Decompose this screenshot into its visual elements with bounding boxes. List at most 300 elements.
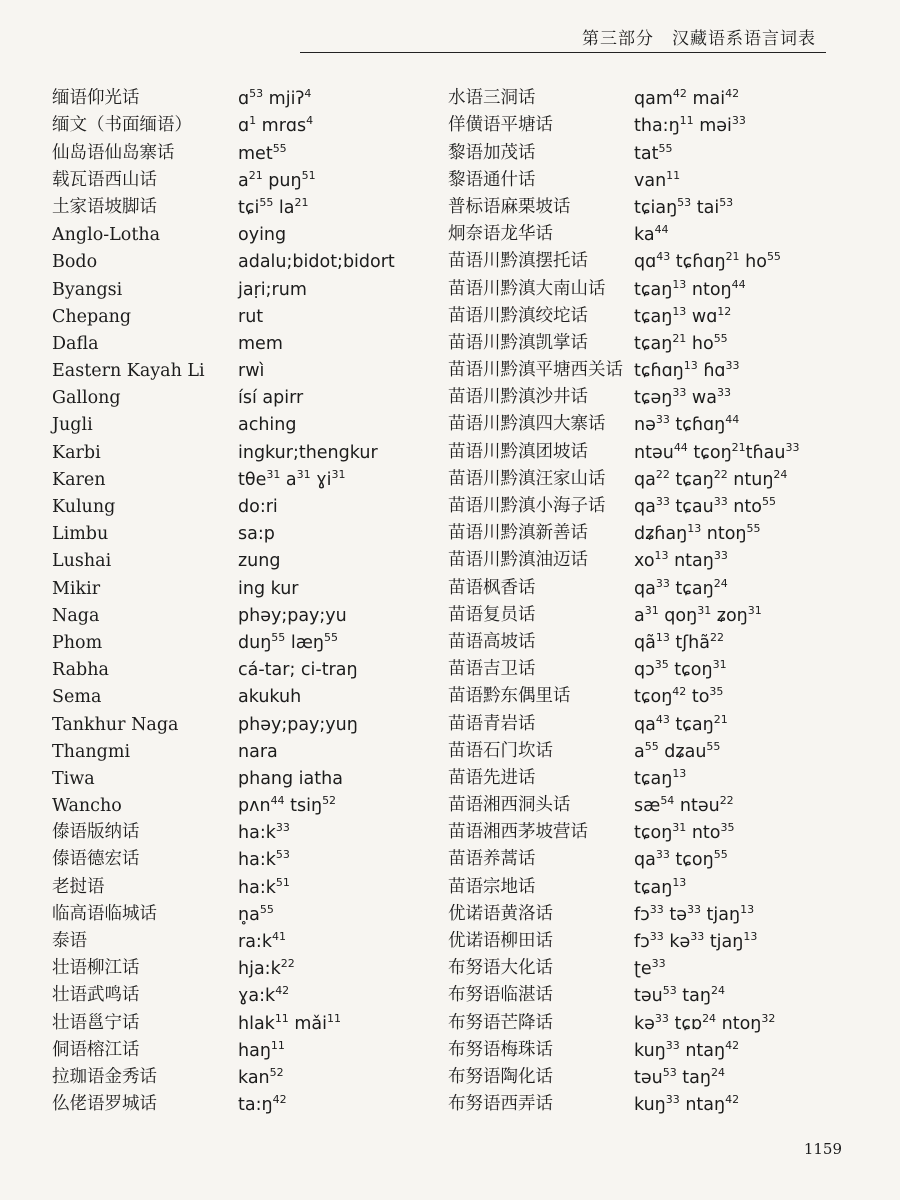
language-name: 黎语通什话 — [448, 169, 536, 190]
entry-row — [448, 898, 799, 925]
syllable: tɕaŋ — [634, 768, 673, 789]
tone-number: 33 — [654, 1011, 669, 1025]
syllable: ha:k — [238, 877, 276, 898]
word-form — [238, 1095, 287, 1115]
entry-row — [448, 109, 799, 136]
syllable: ra:k — [238, 932, 272, 952]
tone-number: 33 — [655, 576, 670, 590]
tone-number: 35 — [720, 821, 735, 835]
syllable: a — [280, 469, 297, 490]
syllable: təu — [634, 986, 663, 1007]
tone-number: 11 — [327, 1011, 342, 1025]
entry-row — [448, 599, 799, 626]
language-name: Byangsi — [52, 279, 123, 300]
word-form — [238, 959, 295, 979]
entry-row — [52, 816, 395, 843]
language-name: 土家语坡脚话 — [52, 196, 157, 217]
language-name: Tiwa — [52, 768, 95, 789]
syllable: a — [634, 741, 645, 762]
syllable: phang iatha — [238, 768, 343, 789]
language-name: 苗语川黔滇大南山话 — [448, 278, 606, 299]
tone-number: 33 — [713, 549, 728, 563]
tone-number: 55 — [713, 848, 728, 862]
tone-number: 43 — [655, 712, 670, 726]
syllable: tɕoŋ — [634, 823, 673, 844]
tone-number: 33 — [713, 495, 728, 508]
language-name: Limbu — [52, 524, 109, 545]
language-name: Thangmi — [52, 741, 131, 762]
tone-number: 42 — [672, 685, 687, 699]
syllable: tɕoŋ — [669, 850, 714, 871]
entry-row — [52, 599, 395, 626]
syllable: qɔ — [634, 660, 655, 681]
syllable: rut — [238, 306, 264, 327]
tone-number: 22 — [280, 957, 295, 971]
syllable: tɕɦɑŋ — [634, 361, 684, 382]
tone-number: 55 — [746, 522, 761, 536]
tone-number: 44 — [270, 794, 285, 808]
tone-number: 44 — [673, 440, 688, 454]
syllable: duŋ — [238, 632, 272, 653]
tone-number: 53 — [249, 87, 264, 101]
syllable: jaṛi;rum — [238, 279, 307, 300]
syllable: tai — [691, 197, 720, 218]
tone-number: 55 — [259, 195, 274, 209]
language-name: Mikir — [52, 578, 101, 599]
syllable: nara — [238, 741, 278, 762]
entry-row — [448, 843, 799, 870]
tone-number: 43 — [656, 250, 671, 264]
word-form — [634, 388, 731, 408]
language-name: 苗语黔东偶里话 — [448, 686, 571, 707]
word-form — [238, 630, 338, 653]
tone-number: 24 — [773, 467, 788, 481]
syllable: ntuŋ — [727, 469, 774, 490]
word-form — [238, 769, 343, 789]
entry-row — [448, 789, 799, 816]
entry-row — [52, 136, 395, 163]
word-form — [238, 551, 280, 571]
syllable: ʈe — [634, 959, 652, 980]
language-name: 临高语临城话 — [52, 903, 157, 924]
tone-number: 55 — [272, 141, 287, 155]
tone-number: 55 — [324, 630, 338, 644]
language-name: 苗语川黔滇绞坨话 — [448, 305, 588, 326]
syllable: qam — [634, 89, 673, 110]
language-name: 侗语榕江话 — [52, 1039, 140, 1060]
entry-row — [448, 1088, 799, 1115]
language-name: 壮语邕宁话 — [52, 1012, 140, 1033]
word-form — [238, 742, 278, 762]
language-name: 傣语德宏话 — [52, 849, 140, 870]
language-name: Chepang — [52, 306, 132, 327]
tone-number: 33 — [686, 902, 701, 916]
tone-number: 33 — [716, 386, 731, 400]
syllable: qa — [634, 850, 656, 871]
tone-number: 31 — [672, 821, 687, 835]
word-form — [634, 959, 666, 979]
syllable: qa — [634, 714, 656, 735]
word-form — [238, 141, 287, 164]
syllable: kuŋ — [634, 1095, 666, 1116]
word-form — [238, 225, 286, 245]
entry-row — [448, 463, 799, 490]
word-form — [238, 687, 301, 707]
syllable: tɕau — [669, 497, 714, 517]
language-name: 苗语吉卫话 — [448, 659, 536, 680]
language-name: Karen — [52, 469, 106, 490]
language-name: Naga — [52, 605, 100, 626]
tone-number: 55 — [713, 331, 728, 345]
entry-row — [448, 136, 799, 163]
word-form — [634, 1011, 776, 1034]
tone-number: 12 — [717, 304, 732, 318]
tone-number: 13 — [687, 522, 702, 536]
word-form — [238, 195, 309, 218]
syllable: tɕi — [238, 197, 260, 218]
word-form — [238, 361, 264, 381]
language-name: 苗语川黔滇团坡话 — [448, 441, 588, 462]
language-name: Dafla — [52, 333, 99, 354]
word-form — [238, 932, 286, 952]
syllable: qa — [634, 469, 656, 490]
tone-number: 33 — [672, 386, 687, 400]
tone-number: 55 — [271, 630, 286, 644]
language-name: 苗语川黔滇新善话 — [448, 523, 588, 544]
entry-row — [448, 870, 799, 897]
language-name: 苗语枫香话 — [448, 577, 536, 598]
syllable: ntaŋ — [668, 551, 714, 572]
syllable: wa — [686, 388, 717, 409]
word-form — [634, 89, 739, 109]
language-name: 苗语湘西洞头话 — [448, 795, 571, 816]
word-form — [634, 823, 735, 843]
language-name: 苗语石门坎话 — [448, 740, 553, 761]
tone-number: 31 — [266, 467, 281, 481]
syllable: mai — [686, 89, 726, 110]
word-form — [238, 902, 274, 925]
syllable: mrɑs — [256, 116, 307, 137]
syllable: phəy;pay;yu — [238, 605, 347, 626]
syllable: sa:p — [238, 524, 275, 545]
tone-number: 33 — [655, 848, 670, 862]
language-name: 布努语西弄话 — [448, 1094, 553, 1115]
tone-number: 32 — [761, 1011, 776, 1025]
language-name: 苗语川黔滇沙井话 — [448, 387, 588, 408]
entry-row — [448, 272, 799, 299]
entry-row — [448, 544, 799, 571]
tone-number: 33 — [665, 1038, 680, 1052]
language-name: 布努语芒降话 — [448, 1012, 553, 1033]
syllable: ɦɑ — [697, 361, 726, 382]
language-name: 苗语川黔滇摆托话 — [448, 251, 588, 272]
word-form — [634, 902, 755, 925]
language-name: 仫佬语罗城话 — [52, 1094, 157, 1115]
word-form — [634, 252, 781, 272]
syllable: mǎi — [288, 1013, 328, 1034]
tone-number: 55 — [761, 495, 776, 508]
tone-number: 44 — [725, 413, 740, 427]
language-name: 壮语武鸣话 — [52, 985, 140, 1006]
language-name: 布努语陶化话 — [448, 1066, 553, 1087]
entry-row — [52, 653, 395, 680]
language-name: 布努语梅珠话 — [448, 1039, 553, 1060]
tone-number: 13 — [672, 277, 687, 291]
tone-number: 52 — [269, 1065, 284, 1079]
entry-row — [448, 82, 799, 109]
word-form — [238, 606, 347, 626]
entry-row — [448, 327, 799, 354]
entry-row — [52, 517, 395, 544]
entry-row — [52, 952, 395, 979]
entry-row — [52, 354, 395, 381]
language-name: 苗语湘西茅坡营话 — [448, 822, 588, 843]
syllable: tə — [663, 904, 687, 925]
tone-number: 24 — [710, 1065, 725, 1079]
syllable: tɕoŋ — [668, 660, 713, 681]
syllable: tat — [634, 143, 659, 164]
language-name: Jugli — [52, 415, 93, 436]
syllable: tɕaŋ — [634, 306, 673, 327]
word-form — [238, 986, 289, 1006]
language-name: Tankhur Naga — [52, 714, 179, 735]
language-name: 缅文（书面缅语） — [52, 115, 192, 136]
tone-number: 11 — [666, 168, 681, 182]
word-form — [634, 304, 732, 327]
word-form — [634, 932, 757, 952]
syllable: wɑ — [686, 306, 718, 327]
syllable: van — [634, 170, 667, 191]
tone-number: 13 — [654, 549, 669, 563]
syllable: rwì — [238, 361, 265, 382]
tone-number: 53 — [677, 195, 692, 209]
syllable: ntoŋ — [701, 524, 747, 545]
entry-row — [52, 571, 395, 598]
syllable: qa — [634, 578, 656, 599]
tone-number: 13 — [655, 630, 670, 644]
syllable: taŋ — [676, 986, 711, 1007]
entry-row — [448, 680, 799, 707]
syllable: tha:ŋ — [634, 116, 680, 137]
tone-number: 42 — [725, 1038, 740, 1052]
syllable: ɣa:k — [238, 986, 276, 1007]
tone-number: 31 — [331, 467, 346, 481]
syllable: a — [238, 170, 249, 191]
entry-row — [448, 979, 799, 1006]
tone-number: 44 — [731, 277, 746, 291]
entry-row — [52, 680, 395, 707]
tone-number: 42 — [672, 87, 687, 101]
tone-number: 51 — [301, 168, 316, 182]
tone-number: 24 — [702, 1011, 717, 1025]
syllable: ɑ — [238, 116, 250, 137]
syllable: hlak — [238, 1013, 275, 1034]
entry-row — [448, 1034, 799, 1061]
language-name: 优诺语柳田话 — [448, 931, 553, 951]
language-name: 仙岛语仙岛寨话 — [52, 142, 175, 163]
syllable: tɕɒ — [668, 1013, 703, 1034]
syllable: qa — [634, 497, 656, 517]
syllable: ɣi — [310, 469, 332, 490]
syllable: a — [634, 605, 645, 626]
syllable: adalu;bidot;bidort — [238, 252, 395, 273]
syllable: nto — [727, 497, 762, 517]
entry-row — [52, 979, 395, 1006]
syllable: taŋ — [676, 1067, 711, 1088]
tone-number: 53 — [662, 984, 677, 998]
entry-row — [52, 544, 395, 571]
language-name: 苗语川黔滇汪家山话 — [448, 468, 606, 489]
syllable: kuŋ — [634, 1040, 666, 1061]
language-name: 佯僙语平塘话 — [448, 115, 553, 136]
tone-number: 55 — [658, 141, 673, 155]
word-form — [238, 116, 313, 136]
right-column — [448, 82, 799, 1115]
syllable: ntəu — [634, 442, 674, 463]
entry-row — [448, 408, 799, 435]
word-form — [238, 1038, 285, 1061]
entry-row — [448, 707, 799, 734]
word-form — [238, 660, 358, 680]
syllable: ha:k — [238, 850, 276, 871]
tone-number: 21 — [731, 440, 746, 454]
word-form — [634, 497, 776, 517]
syllable: tɕoŋ — [687, 442, 732, 463]
syllable: haŋ — [238, 1040, 271, 1061]
syllable: nto — [686, 823, 721, 844]
syllable: ka — [634, 225, 655, 246]
page-number: 1159 — [803, 1140, 842, 1158]
entry-row — [52, 191, 395, 218]
language-name: Lushai — [52, 551, 112, 572]
entry-row — [448, 300, 799, 327]
language-name: Karbi — [52, 442, 101, 463]
word-form — [634, 551, 728, 571]
entry-row — [52, 408, 395, 435]
syllable: n̥a — [238, 904, 260, 925]
tone-number: 13 — [683, 359, 698, 373]
syllable: qoŋ — [658, 605, 698, 626]
entry-row — [52, 82, 395, 109]
syllable: ʑoŋ — [711, 605, 748, 626]
language-name: 傣语版纳话 — [52, 822, 140, 843]
syllable: tθe — [238, 469, 267, 490]
word-form — [634, 1065, 725, 1088]
tone-number: 51 — [275, 875, 290, 889]
word-form — [238, 334, 283, 354]
tone-number: 24 — [713, 576, 728, 590]
word-form — [238, 307, 263, 327]
tone-number: 42 — [725, 87, 740, 101]
tone-number: 21 — [713, 712, 728, 726]
tone-number: 53 — [275, 848, 290, 862]
syllable: tɕaŋ — [634, 279, 673, 300]
word-form — [238, 796, 336, 816]
entry-row — [52, 300, 395, 327]
syllable: qɑ — [634, 252, 657, 273]
tone-number: 13 — [740, 902, 755, 916]
language-name: 苗语高坡话 — [448, 631, 536, 652]
tone-number: 22 — [719, 794, 734, 808]
language-name: Bodo — [52, 252, 98, 273]
tone-number: 33 — [731, 114, 746, 128]
word-form — [238, 252, 395, 272]
syllable: tɕaŋ — [669, 578, 714, 599]
tone-number: 31 — [712, 658, 727, 672]
tone-number: 55 — [766, 250, 781, 264]
syllable: ha:k — [238, 823, 276, 844]
syllable: fɔ — [634, 904, 650, 925]
tone-number: 13 — [672, 875, 687, 889]
syllable: təu — [634, 1067, 663, 1088]
tone-number: 33 — [785, 440, 800, 454]
tone-number: 35 — [654, 658, 669, 672]
word-form — [634, 850, 728, 870]
entry-row — [448, 952, 799, 979]
syllable: ntoŋ — [686, 279, 732, 300]
language-name: 普标语麻栗坡话 — [448, 196, 571, 217]
tone-number: 4 — [304, 87, 312, 101]
word-form — [238, 280, 307, 300]
entry-row — [52, 109, 395, 136]
language-name: Sema — [52, 687, 102, 708]
syllable: tjaŋ — [700, 904, 741, 925]
tone-number: 42 — [275, 984, 290, 998]
syllable: kan — [238, 1067, 270, 1088]
syllable: ntaŋ — [679, 1095, 726, 1116]
language-name: 优诺语黄洛话 — [448, 903, 553, 924]
syllable: ɑ — [238, 89, 250, 110]
word-form — [238, 1065, 284, 1088]
language-name: 黎语加茂话 — [448, 142, 536, 163]
tone-number: 13 — [743, 930, 758, 943]
header-title: 第三部分 汉藏语系语言词表 — [582, 29, 816, 49]
entry-row — [448, 164, 799, 191]
language-name: 苗语川黔滇平塘西关话 — [448, 360, 623, 381]
entry-row — [448, 816, 799, 843]
tone-number: 4 — [306, 114, 314, 128]
entry-row — [448, 762, 799, 789]
language-name: 老挝语 — [52, 876, 105, 897]
entry-row — [448, 735, 799, 762]
syllable: kə — [663, 932, 691, 952]
tone-number: 13 — [672, 766, 687, 780]
entry-row — [52, 435, 395, 462]
word-form — [238, 443, 378, 463]
language-name: Gallong — [52, 388, 121, 409]
language-name: 苗语复员话 — [448, 604, 536, 625]
tone-number: 31 — [644, 603, 659, 617]
entry-row — [52, 626, 395, 653]
entry-row — [52, 1006, 395, 1033]
entry-row — [448, 490, 799, 517]
syllable: ho — [739, 252, 767, 273]
language-name: Kulung — [52, 497, 116, 517]
syllable: la — [273, 197, 295, 218]
syllable: tɕoŋ — [634, 687, 673, 708]
syllable: məi — [693, 116, 732, 137]
language-name: 载瓦语西山话 — [52, 169, 157, 190]
syllable: do:ri — [238, 497, 278, 517]
syllable: tɕaŋ — [669, 469, 714, 490]
syllable: oying — [238, 225, 287, 246]
syllable: aching — [238, 415, 297, 436]
syllable: fɔ — [634, 932, 650, 952]
word-form — [634, 712, 728, 735]
word-form — [634, 1038, 740, 1061]
syllable: mem — [238, 333, 283, 354]
word-form — [238, 579, 299, 599]
